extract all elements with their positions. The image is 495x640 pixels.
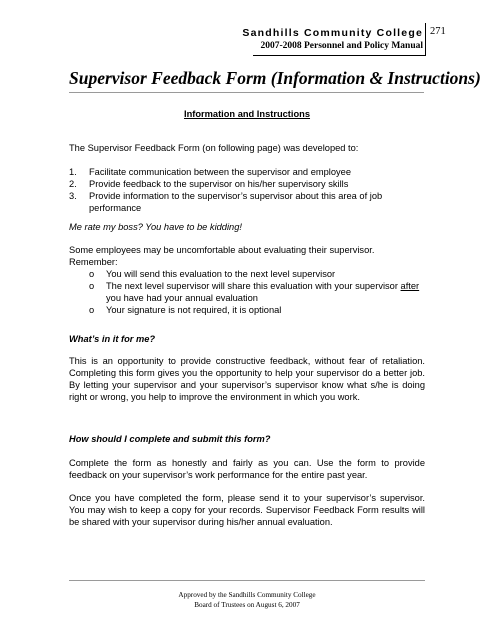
- send-paragraph: Once you have completed the form, please send it to your supervisor’s supervisor. You may wish to keep a copy for your records. Supervisor Feedback Form results will be shared with your supervisor during his/her annual evaluation.: [69, 493, 425, 527]
- college-name: Sandhills Community College: [242, 27, 423, 39]
- reminder-text: Your signature is not required, it is optional: [106, 305, 282, 315]
- reminder-item: [89, 280, 425, 304]
- reminder-text: you have had your annual evaluation: [106, 293, 258, 303]
- reminder-item: [89, 268, 425, 280]
- purpose-number: 3.: [69, 191, 77, 201]
- benefits-paragraph: This is an opportunity to provide constructive feedback, without fear of retaliation. Completing this form gives you the opportunity to help your supervisor do a better job. By letting your supervisor and your supervisor’s supervisor know what s/he is doing right or wrong, you help to improve the environment in which you work.: [69, 356, 425, 402]
- title-rule: [69, 92, 424, 93]
- purpose-list: [69, 166, 425, 214]
- reminder-item: [89, 304, 425, 316]
- page-number: 271: [430, 26, 446, 37]
- submit-paragraph: Complete the form as honestly and fairly as you can. Use the form to provide feedback on your supervisor’s work performance for the entire past year.: [69, 458, 425, 480]
- purpose-number: 1.: [69, 167, 77, 177]
- purpose-item: [69, 190, 425, 214]
- uncomfortable-text: Some employees may be uncomfortable about evaluating their supervisor. Remember:: [69, 245, 375, 267]
- purpose-text: Provide information to the supervisor’s supervisor about this area of job performance: [89, 191, 383, 213]
- purpose-item: [69, 166, 425, 178]
- reminder-emphasis: after: [400, 281, 420, 291]
- manual-title: 2007-2008 Personnel and Policy Manual: [260, 41, 423, 51]
- question-heading: Me rate my boss? You have to be kidding!: [69, 222, 242, 232]
- purpose-number: 2.: [69, 179, 77, 189]
- purpose-text: Provide feedback to the supervisor on his/her supervisory skills: [89, 179, 349, 189]
- footer-rule: [69, 580, 425, 581]
- bullet-marker: o: [89, 281, 95, 291]
- header-divider-vertical: [425, 23, 426, 56]
- footer-line-1: Approved by the Sandhills Community College: [178, 591, 316, 599]
- reminder-text: The next level supervisor will share this evaluation with your supervisor: [106, 281, 398, 291]
- section-heading-benefits: What’s in it for me?: [69, 334, 156, 344]
- intro-text: The Supervisor Feedback Form (on following page) was developed to:: [69, 143, 359, 153]
- purpose-text: Facilitate communication between the supervisor and employee: [89, 167, 352, 177]
- reminder-text: You will send this evaluation to the next level supervisor: [106, 269, 336, 279]
- bullet-marker: o: [89, 305, 95, 315]
- header-divider-horizontal: [253, 55, 426, 56]
- purpose-item: [69, 178, 425, 190]
- section-heading: Information and Instructions: [183, 109, 311, 119]
- bullet-marker: o: [89, 269, 95, 279]
- reminder-list: [89, 268, 425, 316]
- footer-line-2: Board of Trustees on August 6, 2007: [194, 601, 300, 609]
- section-heading-submit: How should I complete and submit this form?: [69, 434, 271, 444]
- page-title: Supervisor Feedback Form (Information & Instructions): [69, 68, 481, 88]
